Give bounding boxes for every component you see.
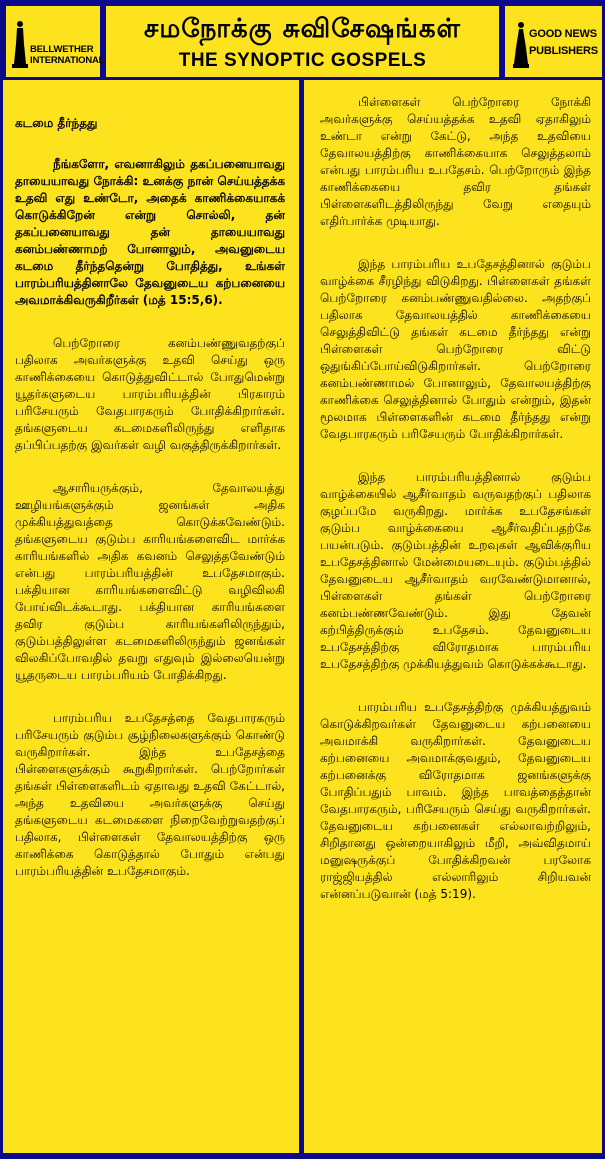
right-logo-text: GOOD NEWS PUBLISHERS [529,28,598,57]
scripture-quote: நீங்களோ, எவனாகிலும் தகப்பனையாவது தாயையாவது நோக்கி: உனக்கு நான் செய்யத்தக்க உதவி எது உண்டோ, அதைக் காணிக்கையாகக் கொடுக்கிறேன் என்று சொல்லி, தன் தகப்பனையாவது தன் தாயையாவது கனம்பண்ணாமற் போனாலும், அவனுடைய கடமை தீர்ந்ததென்று போதித்து, உங்கள் பாரம்பரியத்தினாலே தேவனுடைய கற்பனையை அவமாக்கிவருகிறீர்கள் (மத் 15:5,6). [15,157,285,307]
paragraph: பாரம்பரிய உபதேசத்தை வேதபாரகரும் பரிசேயரும் குடும்ப சூழ்நிலைகளுக்கும் கொண்டு வருகிறார்கள். இந்த உபதேசத்தை பிள்ளைகளுக்கும் கூறுகிறார்கள். பெற்றோர்கள் தங்கள் பிள்ளைகளிடம் ஏதாவது உதவி கேட்டால், அந்த உதவியை அவர்களுக்கு செய்து தங்களுடைய கடமைகளை நிறைவேற்றுவதற்குப் பதிலாக, பிள்ளைகள் தேவாலயத்திற்கு ஒரு காணிக்கை கொடுத்தால் போதும் என்பது பாரம்பரியத்தின் உபதேசமாகும். [15,711,285,878]
bellwether-logo [10,20,105,70]
right-logo-box [505,6,602,77]
paragraph: பெற்றோரை கனம்பண்ணுவதற்குப் பதிலாக அவர்களுக்கு உதவி செய்து ஒரு காணிக்கையை கொடுத்துவிட்டால் போதுமென்று யூதர்களுடைய பாரம்பரியத்தின் பிரகாரம் பரிசேயரும் வேதபாரகரும் போதிக்கிறார்கள். தங்களுடைய கடமைகளிலிருந்து எளிதாக தப்பிப்பதற்கு இவர்கள் வழி வகுத்திருக்கிறார்கள். [15,336,285,452]
bellwether-figure-icon [12,20,28,68]
right-column [304,80,602,1153]
title-tamil: சமநோக்கு சுவிசேஷங்கள் [143,14,462,44]
left-logo-box [6,6,105,77]
title-box [106,6,499,77]
paragraph: இந்த பாரம்பரியத்தினால் குடும்ப வாழ்க்கையில் ஆசீர்வாதம் வருவதற்குப் பதிலாக குழப்பமே வருகிறது. மார்க்க உபதேசங்கள் குடும்ப வாழ்க்கையை ஆசீர்வதிப்பதற்கே பயன்படும். குடும்பத்தின் உறவுகள் ஆவிக்குரிய உபதேசத்தினால் மேன்மையடையும். குடும்பத்தில் தேவனுடைய ஆசீர்வாதம் வரவேண்டுமானால், பிள்ளைகள் தங்கள் பெற்றோரை கனம்பண்ணவேண்டும். இது தேவன் கற்பித்திருக்கும் உபதேசம். தேவனுடைய உபதேசத்திற்கு விரோதமாக பாரம்பரிய உபதேசத்திற்கு முக்கியத்துவம் கொடுக்கக்கூடாது. [320,470,591,671]
title-english: THE SYNOPTIC GOSPELS [178,50,427,71]
left-logo-text: BELLWETHER INTERNATIONAL [30,44,105,66]
section-heading: கடமை தீர்ந்தது [15,116,98,130]
paragraph: ஆசாரியருக்கும், தேவாலயத்து ஊழியங்களுக்கும் ஜனங்கள் அதிக முக்கியத்துவத்தை கொடுக்கவேண்டும். தங்களுடைய குடும்ப காரியங்களைவிட மார்க்க காரியங்களில் அதிக கவனம் செலுத்தவேண்டும் என்பது பாரம்பரியத்தின் உபதேசமாகும். பக்தியான காரியங்களைவிட்டு வழிவிலகி போய்விடக்கூடாது. பக்தியான காரியங்களை தவிர குடும்ப காரியங்களிலிருந்தும், குடும்பத்திலுள்ள கடமைகளிலிருந்தும் ஜனங்கள் விலகிப்போவதில் தவறு எதுவும் இல்லையென்று யூதருடைய பாரம்பரியம் போதிக்கிறது. [15,481,285,682]
left-column [3,80,299,1153]
good-news-figure-icon [513,20,529,68]
good-news-logo [509,20,599,70]
paragraph: பிள்ளைகள் பெற்றோரை நோக்கி அவர்களுக்கு செய்யத்தக்க உதவி ஏதாகிலும் உண்டா என்று கேட்டு, அந்த உதவியை தேவாலயத்திற்கு காணிக்கையாக செலுத்தலாம் என்பது பாரம்பரிய உபதேசம். பெற்றோரும் இந்த காணிக்கையை தவிர தங்கள் பிள்ளைகளிடத்திலிருந்து வேறு எதையும் எதிர்பார்க்க முடியாது. [320,95,591,228]
header [0,0,605,80]
paragraph: இந்த பாரம்பரிய உபதேசத்தினால் குடும்ப வாழ்க்கை சீரழிந்து விடுகிறது. பிள்ளைகள் தங்கள் பெற்றோரை கனம்பண்ணுவதில்லை. அதற்குப் பதிலாக தேவாலயத்தில் காணிக்கையை செலுத்திவிட்டு தங்கள் கடமை தீர்ந்தது என்று பிள்ளைகள் பெற்றோரை விட்டு ஒதுங்கிப்போய்விடுகிறார்கள். பெற்றோரை கனம்பண்ணாமல் போனாலும், தேவாலயத்திற்கு காணிக்கை செலுத்தினால் போதும் என்றும், இதன் மூலமாக பிள்ளைகளின் கடமை தீர்ந்தது என்று வேதபாரகரும் பரிசேயரும் போதிக்கிறார்கள். [320,257,591,441]
paragraph: பாரம்பரிய உபதேசத்திற்கு முக்கியத்துவம் கொடுக்கிறவர்கள் தேவனுடைய கற்பனையை அவமாக்கி வருகிறார்கள். தேவனுடைய கற்பனையை அவமாக்குவதும், தேவனுடைய கற்பனைக்கு விரோதமாக ஜனங்களுக்கு போதிப்பதும் பாவம். இந்த பாவத்தைத்தான் வேதபாரகரும், பரிசேயரும் செய்து வருகிறார்கள். தேவனுடைய கற்பனைகள் எல்லாவற்றிலும், சிறிதானது ஒன்றையாகிலும் மீறி, அவ்விதமாய் மனுஷருக்குப் போதிக்கிறவன் பரலோக ராஜ்ஜியத்தில் எல்லாரிலும் சிறியவன் என்னப்படுவான் (மத் 5:19). [320,700,591,901]
